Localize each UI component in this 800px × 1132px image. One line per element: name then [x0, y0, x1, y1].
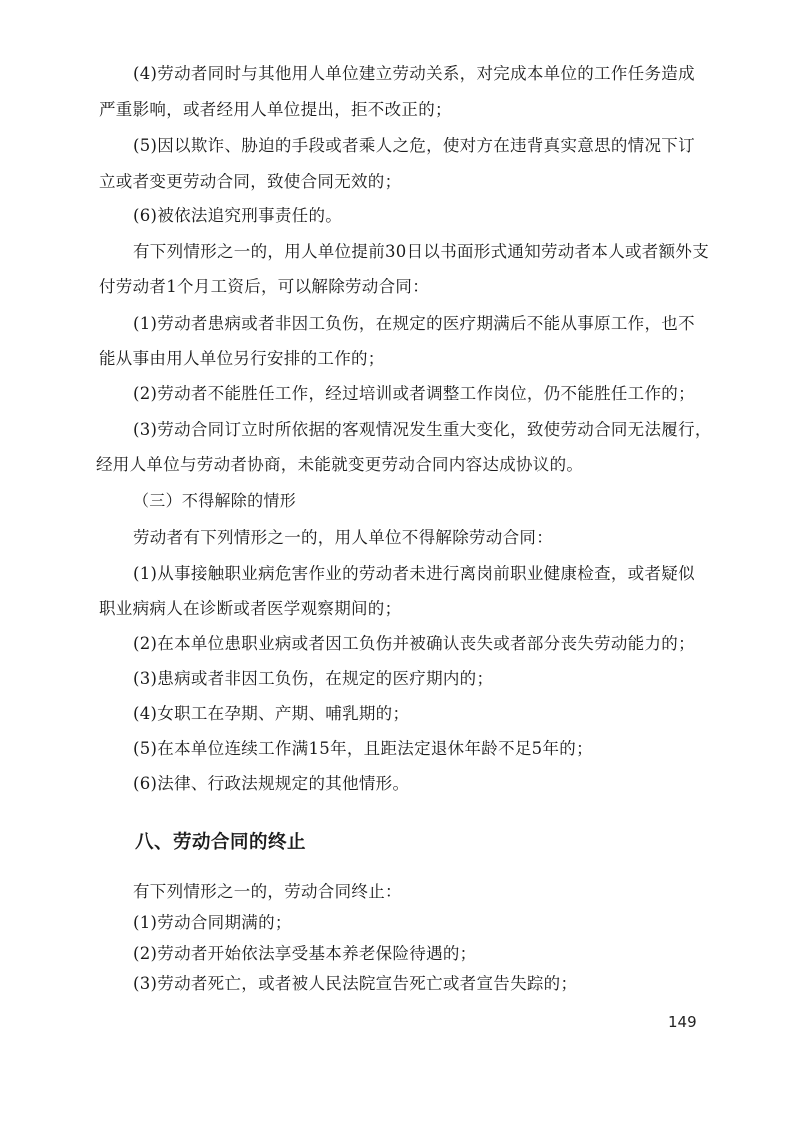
- paragraph-line: (5)在本单位连续工作满15年，且距法定退休年龄不足5年的；: [133, 739, 593, 758]
- paragraph-line: (6)被依法追究刑事责任的。: [133, 206, 343, 225]
- paragraph-line: 职业病病人在诊断或者医学观察期间的；: [99, 599, 402, 618]
- paragraph-line: (2)劳动者开始依法享受基本养老保险待遇的；: [133, 944, 477, 963]
- paragraph-line: (2)劳动者不能胜任工作，经过培训或者调整工作岗位，仍不能胜任工作的；: [133, 384, 695, 403]
- section-heading: 八、劳动合同的终止: [135, 832, 307, 853]
- paragraph-line: 严重影响，或者经用人单位提出，拒不改正的；: [99, 100, 452, 119]
- paragraph-line: 立或者变更劳动合同，致使合同无效的；: [99, 172, 402, 191]
- subsection-heading: （三）不得解除的情形: [133, 491, 297, 510]
- page-number: 149: [668, 1013, 697, 1031]
- paragraph-line: (2)在本单位患职业病或者因工负伤并被确认丧失或者部分丧失劳动能力的；: [133, 634, 695, 653]
- paragraph-line: (3)劳动者死亡，或者被人民法院宣告死亡或者宣告失踪的；: [133, 974, 578, 993]
- paragraph-line: 劳动者有下列情形之一的，用人单位不得解除劳动合同：: [133, 528, 553, 547]
- paragraph-line: 能从事由用人单位另行安排的工作的；: [99, 349, 385, 368]
- paragraph-line: (1)从事接触职业病危害作业的劳动者未进行离岗前职业健康检查，或者疑似: [133, 564, 695, 583]
- paragraph-line: (1)劳动者患病或者非因工负伤，在规定的医疗期满后不能从事原工作，也不: [133, 314, 695, 333]
- paragraph-line: (6)法律、行政法规规定的其他情形。: [133, 774, 410, 793]
- paragraph-line: 有下列情形之一的，劳动合同终止：: [133, 882, 402, 901]
- paragraph-line: (5)因以欺诈、胁迫的手段或者乘人之危，使对方在违背真实意思的情况下订: [133, 136, 695, 155]
- paragraph-line: (3)劳动合同订立时所依据的客观情况发生重大变化，致使劳动合同无法履行，: [133, 420, 712, 439]
- paragraph-line: (4)女职工在孕期、产期、哺乳期的；: [133, 704, 410, 723]
- paragraph-line: (3)患病或者非因工负伤，在规定的医疗期内的；: [133, 669, 494, 688]
- paragraph-line: (1)劳动合同期满的；: [133, 913, 292, 932]
- paragraph-line: 经用人单位与劳动者协商，未能就变更劳动合同内容达成协议的。: [96, 455, 584, 474]
- paragraph-line: 付劳动者1个月工资后，可以解除劳动合同：: [99, 277, 429, 296]
- paragraph-line: 有下列情形之一的，用人单位提前30日以书面形式通知劳动者本人或者额外支: [133, 242, 709, 261]
- paragraph-line: (4)劳动者同时与其他用人单位建立劳动关系，对完成本单位的工作任务造成: [133, 64, 695, 83]
